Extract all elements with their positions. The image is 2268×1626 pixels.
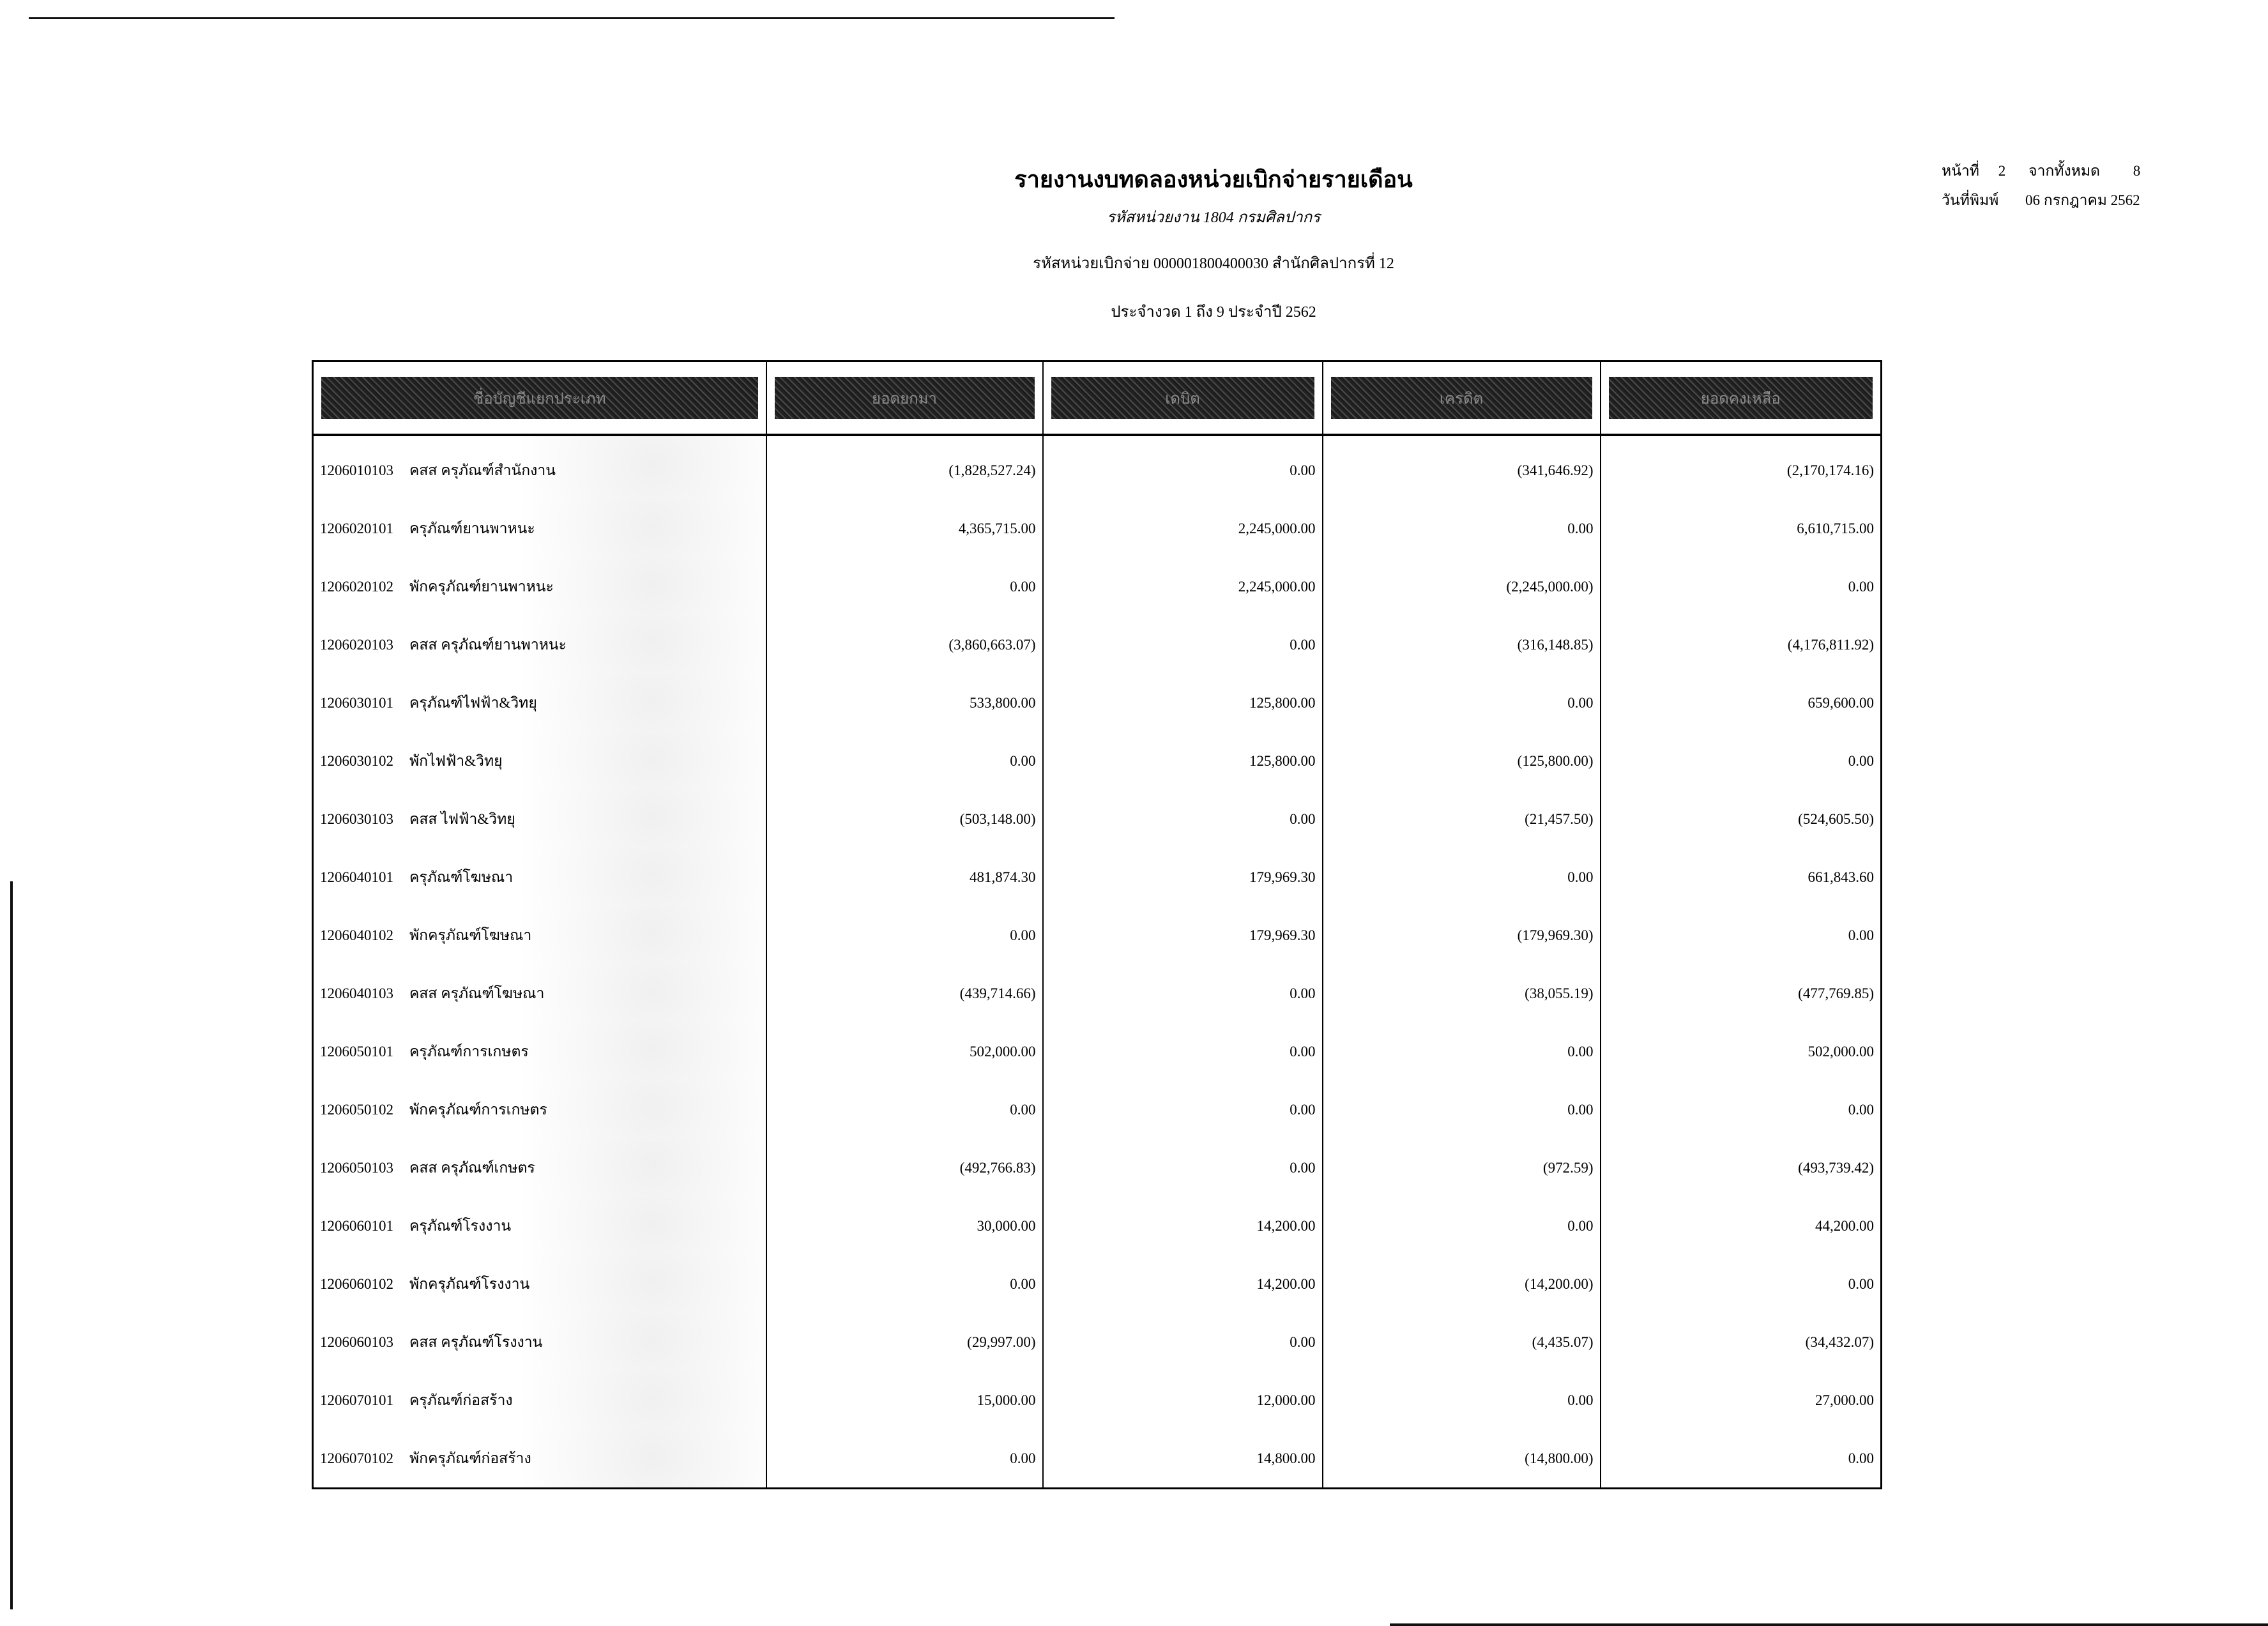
account-code: 1206070101 [320, 1392, 393, 1408]
credit-cell: (14,200.00) [1323, 1255, 1601, 1313]
account-code: 1206040102 [320, 927, 393, 943]
scan-edge-top [29, 17, 1115, 19]
disbursing-unit-line: รหัสหน่วยเบิกจ่าย 000001800400030 สำนักศิลปากรที่ 12 [1033, 255, 1394, 272]
account-cell [313, 616, 766, 674]
account-code: 1206060101 [320, 1217, 393, 1234]
brought-forward-cell: 0.00 [766, 1255, 1043, 1313]
brought-forward-cell: (439,714.66) [766, 964, 1043, 1022]
account-name: ครุภัณฑ์ก่อสร้าง [409, 1392, 513, 1408]
credit-cell: 0.00 [1323, 1371, 1601, 1429]
table-row [313, 1255, 1882, 1313]
print-date-info [1942, 189, 2140, 212]
account-cell [313, 964, 766, 1022]
brought-forward-cell: 15,000.00 [766, 1371, 1043, 1429]
credit-cell: (972.59) [1323, 1139, 1601, 1197]
total-pages: 8 [2133, 163, 2141, 179]
account-name: พักครุภัณฑ์ยานพาหนะ [409, 578, 554, 595]
brought-forward-cell: 30,000.00 [766, 1197, 1043, 1255]
account-code: 1206060102 [320, 1275, 393, 1292]
table-row [313, 674, 1882, 732]
scan-edge-bottom [1390, 1623, 2268, 1626]
brought-forward-cell: (492,766.83) [766, 1139, 1043, 1197]
account-name: พักครุภัณฑ์โฆษณา [409, 927, 532, 943]
balance-cell: (493,739.42) [1601, 1139, 1882, 1197]
account-name: ครุภัณฑ์ไฟฟ้า&วิทยุ [409, 694, 537, 711]
account-code: 1206050103 [320, 1159, 393, 1176]
account-name: พักครุภัณฑ์ก่อสร้าง [409, 1450, 531, 1466]
account-cell [313, 1313, 766, 1371]
credit-cell: (38,055.19) [1323, 964, 1601, 1022]
brought-forward-cell: 533,800.00 [766, 674, 1043, 732]
brought-forward-cell: 481,874.30 [766, 848, 1043, 906]
account-cell [313, 1429, 766, 1489]
col-header-brought-forward: ยอดยกมา [766, 361, 1043, 436]
credit-cell: (14,800.00) [1323, 1429, 1601, 1489]
table-row [313, 1197, 1882, 1255]
print-date: 06 กรกฎาคม 2562 [2025, 192, 2140, 208]
credit-cell: (125,800.00) [1323, 732, 1601, 790]
account-name: ครุภัณฑ์การเกษตร [409, 1043, 529, 1060]
table-row [313, 499, 1882, 558]
table-header-row [313, 361, 1882, 436]
account-code: 1206030102 [320, 752, 393, 769]
brought-forward-cell: 0.00 [766, 1081, 1043, 1139]
brought-forward-cell: (29,997.00) [766, 1313, 1043, 1371]
account-code: 1206020103 [320, 636, 393, 653]
debit-cell: 0.00 [1043, 790, 1323, 848]
balance-cell: (34,432.07) [1601, 1313, 1882, 1371]
account-code: 1206040101 [320, 869, 393, 885]
brought-forward-cell: 4,365,715.00 [766, 499, 1043, 558]
account-code: 1206030101 [320, 694, 393, 711]
col-header-balance: ยอดคงเหลือ [1601, 361, 1882, 436]
table-row [313, 732, 1882, 790]
account-cell [313, 435, 766, 499]
page-label: หน้าที่ [1942, 163, 1979, 179]
table-row [313, 790, 1882, 848]
balance-cell: (524,605.50) [1601, 790, 1882, 848]
balance-cell: 0.00 [1601, 1255, 1882, 1313]
account-cell [313, 558, 766, 616]
col-header-debit: เดบิต [1043, 361, 1323, 436]
report-title: รายงานงบทดลองหน่วยเบิกจ่ายรายเดือน [1014, 167, 1413, 192]
debit-cell: 2,245,000.00 [1043, 558, 1323, 616]
balance-cell: (4,176,811.92) [1601, 616, 1882, 674]
table-row [313, 1313, 1882, 1371]
page-info [1942, 160, 2140, 183]
credit-cell: (4,435.07) [1323, 1313, 1601, 1371]
account-code: 1206060103 [320, 1333, 393, 1350]
period-line: ประจำงวด 1 ถึง 9 ประจำปี 2562 [1111, 304, 1316, 321]
account-code: 1206070102 [320, 1450, 393, 1466]
debit-cell: 125,800.00 [1043, 674, 1323, 732]
debit-cell: 0.00 [1043, 435, 1323, 499]
total-label: จากทั้งหมด [2028, 163, 2100, 179]
balance-cell: 0.00 [1601, 558, 1882, 616]
account-cell [313, 1081, 766, 1139]
brought-forward-cell: 0.00 [766, 1429, 1043, 1489]
account-name: ครุภัณฑ์โรงงาน [409, 1217, 512, 1234]
brought-forward-cell: 502,000.00 [766, 1022, 1043, 1081]
account-cell [313, 1255, 766, 1313]
account-cell [313, 790, 766, 848]
balance-cell: 661,843.60 [1601, 848, 1882, 906]
debit-cell: 12,000.00 [1043, 1371, 1323, 1429]
balance-cell: 502,000.00 [1601, 1022, 1882, 1081]
account-cell [313, 848, 766, 906]
col-header-account: ชื่อบัญชีแยกประเภท [313, 361, 766, 436]
debit-cell: 0.00 [1043, 1139, 1323, 1197]
debit-cell: 0.00 [1043, 1081, 1323, 1139]
trial-balance-table [312, 360, 1882, 1489]
debit-cell: 125,800.00 [1043, 732, 1323, 790]
brought-forward-cell: (3,860,663.07) [766, 616, 1043, 674]
balance-cell: 659,600.00 [1601, 674, 1882, 732]
balance-cell: 0.00 [1601, 1429, 1882, 1489]
account-cell [313, 499, 766, 558]
account-name: คสส ครุภัณฑ์สำนักงาน [409, 462, 556, 478]
table-row [313, 1022, 1882, 1081]
balance-cell: 6,610,715.00 [1601, 499, 1882, 558]
account-cell [313, 906, 766, 964]
credit-cell: (341,646.92) [1323, 435, 1601, 499]
debit-cell: 0.00 [1043, 616, 1323, 674]
account-code: 1206040103 [320, 985, 393, 1001]
account-code: 1206030103 [320, 810, 393, 827]
table-row [313, 1139, 1882, 1197]
account-name: พักไฟฟ้า&วิทยุ [409, 752, 503, 769]
account-code: 1206050102 [320, 1101, 393, 1118]
debit-cell: 14,800.00 [1043, 1429, 1323, 1489]
account-name: ครุภัณฑ์ยานพาหนะ [409, 520, 535, 536]
table-row [313, 1429, 1882, 1489]
credit-cell: 0.00 [1323, 1022, 1601, 1081]
credit-cell: (2,245,000.00) [1323, 558, 1601, 616]
account-code: 1206020101 [320, 520, 393, 536]
brought-forward-cell: (1,828,527.24) [766, 435, 1043, 499]
credit-cell: 0.00 [1323, 674, 1601, 732]
account-code: 1206010103 [320, 462, 393, 478]
account-cell [313, 674, 766, 732]
balance-cell: (477,769.85) [1601, 964, 1882, 1022]
credit-cell: (179,969.30) [1323, 906, 1601, 964]
table-row [313, 435, 1882, 499]
account-cell [313, 1371, 766, 1429]
account-name: คสส ไฟฟ้า&วิทยุ [409, 810, 515, 827]
table-row [313, 848, 1882, 906]
debit-cell: 14,200.00 [1043, 1255, 1323, 1313]
credit-cell: (316,148.85) [1323, 616, 1601, 674]
debit-cell: 0.00 [1043, 1022, 1323, 1081]
credit-cell: 0.00 [1323, 848, 1601, 906]
table-row [313, 906, 1882, 964]
table-row [313, 1371, 1882, 1429]
table-row [313, 1081, 1882, 1139]
account-name: พักครุภัณฑ์โรงงาน [409, 1275, 530, 1292]
account-name: คสส ครุภัณฑ์เกษตร [409, 1159, 535, 1176]
account-name: คสส ครุภัณฑ์ยานพาหนะ [409, 636, 567, 653]
debit-cell: 179,969.30 [1043, 848, 1323, 906]
brought-forward-cell: 0.00 [766, 732, 1043, 790]
table-row [313, 616, 1882, 674]
debit-cell: 0.00 [1043, 964, 1323, 1022]
account-cell [313, 732, 766, 790]
balance-cell: 0.00 [1601, 1081, 1882, 1139]
balance-cell: 27,000.00 [1601, 1371, 1882, 1429]
account-code: 1206050101 [320, 1043, 393, 1060]
brought-forward-cell: 0.00 [766, 558, 1043, 616]
account-cell [313, 1197, 766, 1255]
account-name: คสส ครุภัณฑ์โรงงาน [409, 1333, 543, 1350]
brought-forward-cell: (503,148.00) [766, 790, 1043, 848]
account-code: 1206020102 [320, 578, 393, 595]
col-header-credit: เครดิต [1323, 361, 1601, 436]
scan-edge-left [10, 881, 13, 1609]
balance-cell: (2,170,174.16) [1601, 435, 1882, 499]
print-date-label: วันที่พิมพ์ [1942, 192, 1999, 208]
credit-cell: (21,457.50) [1323, 790, 1601, 848]
balance-cell: 0.00 [1601, 732, 1882, 790]
debit-cell: 0.00 [1043, 1313, 1323, 1371]
brought-forward-cell: 0.00 [766, 906, 1043, 964]
agency-line: รหัสหน่วยงาน 1804 กรมศิลปากร [1106, 209, 1321, 226]
debit-cell: 179,969.30 [1043, 906, 1323, 964]
page-number: 2 [1998, 163, 2006, 179]
credit-cell: 0.00 [1323, 499, 1601, 558]
debit-cell: 14,200.00 [1043, 1197, 1323, 1255]
account-cell [313, 1139, 766, 1197]
debit-cell: 2,245,000.00 [1043, 499, 1323, 558]
credit-cell: 0.00 [1323, 1081, 1601, 1139]
account-cell [313, 1022, 766, 1081]
account-name: คสส ครุภัณฑ์โฆษณา [409, 985, 545, 1001]
table-row [313, 964, 1882, 1022]
balance-cell: 44,200.00 [1601, 1197, 1882, 1255]
account-name: ครุภัณฑ์โฆษณา [409, 869, 514, 885]
balance-cell: 0.00 [1601, 906, 1882, 964]
credit-cell: 0.00 [1323, 1197, 1601, 1255]
account-name: พักครุภัณฑ์การเกษตร [409, 1101, 547, 1118]
table-row [313, 558, 1882, 616]
